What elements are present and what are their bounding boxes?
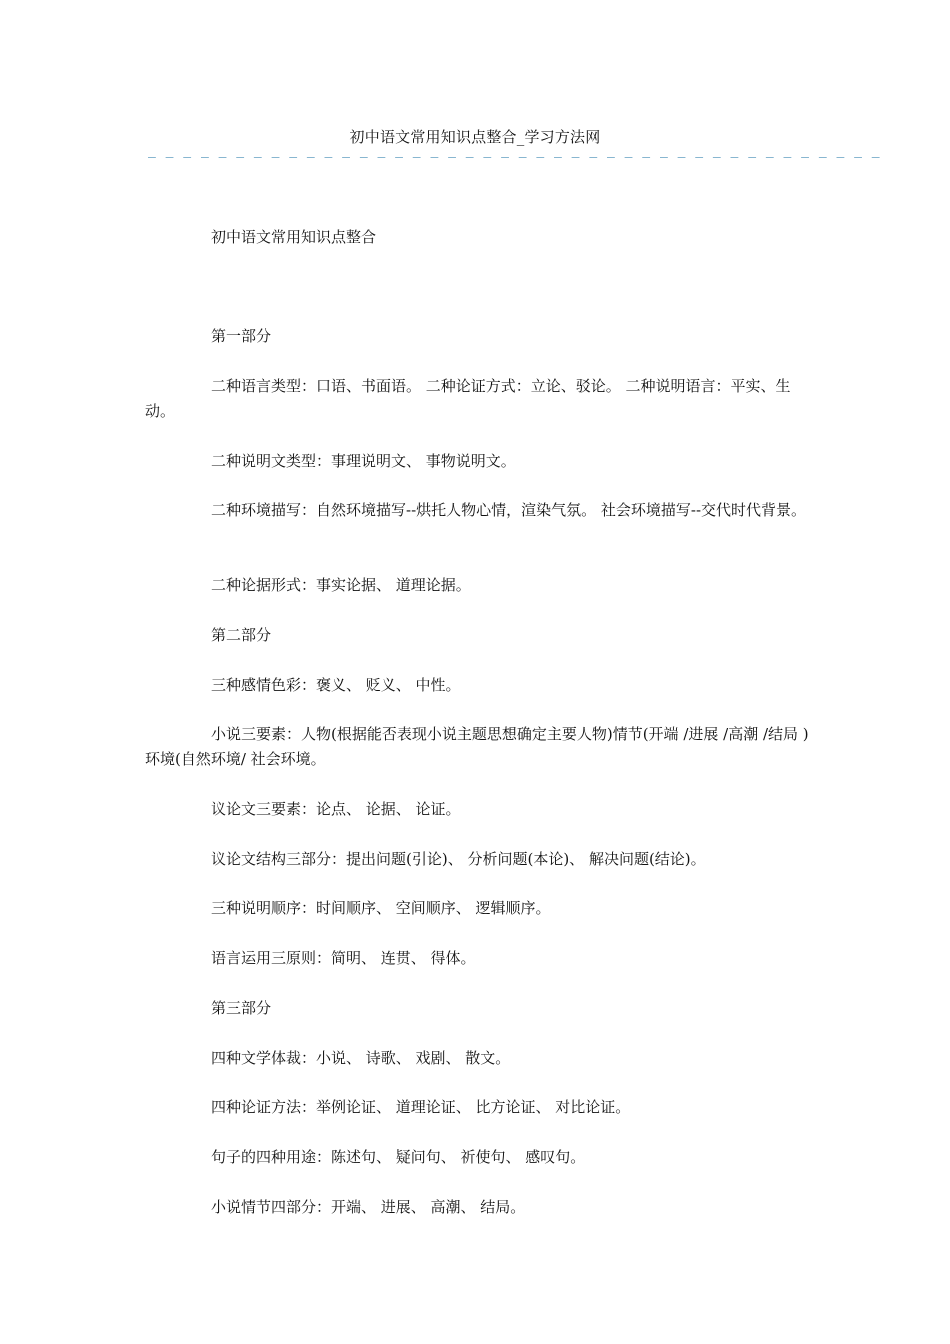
section-heading-1: 第一部分 <box>211 327 272 345</box>
paragraph: 三种说明顺序：时间顺序、 空间顺序、 逻辑顺序。 <box>211 899 551 917</box>
paragraph: 二种语言类型：口语、书面语。 二种论证方式：立论、驳论。 二种说明语言：平实、生动。 <box>145 377 791 420</box>
paragraph: 二种论据形式：事实论据、 道理论据。 <box>211 576 471 594</box>
paragraph: 语言运用三原则：简明、 连贯、 得体。 <box>211 949 476 967</box>
paragraph: 议论文三要素：论点、 论据、 论证。 <box>211 800 461 818</box>
paragraph: 小说情节四部分：开端、 进展、 高潮、 结局。 <box>211 1198 526 1216</box>
paragraph: 二种说明文类型：事理说明文、 事物说明文。 <box>211 452 516 470</box>
paragraph: 三种感情色彩：褒义、 贬义、 中性。 <box>211 676 461 694</box>
paragraph: 议论文结构三部分：提出问题(引论)、 分析问题(本论)、 解决问题(结论)。 <box>211 850 706 868</box>
paragraph: 四种论证方法：举例论证、 道理论证、 比方论证、 对比论证。 <box>211 1098 631 1116</box>
section-heading-2: 第二部分 <box>211 626 272 644</box>
paragraph: 小说三要素：人物(根据能否表现小说主题思想确定主要人物)情节(开端 /进展 /高潮 /结局 ) 环境(自然环境/ 社会环境。 <box>145 725 809 768</box>
document-title: 初中语文常用知识点整合 <box>211 228 377 246</box>
section-heading-3: 第三部分 <box>211 999 272 1017</box>
running-header-title: 初中语文常用知识点整合_学习方法网 <box>349 128 601 146</box>
header-dashed-rule: — — — — — — — — — — — — — — — — — — — — — — — — — — — — — — — — — — — — — — — — — — <box>148 150 881 165</box>
paragraph: 四种文学体裁：小说、 诗歌、 戏剧、 散文。 <box>211 1049 511 1067</box>
paragraph: 句子的四种用途：陈述句、 疑问句、 祈使句、 感叹句。 <box>211 1148 586 1166</box>
paragraph: 二种环境描写：自然环境描写--烘托人物心情，渲染气氛。 社会环境描写--交代时代背景。 <box>211 501 807 519</box>
